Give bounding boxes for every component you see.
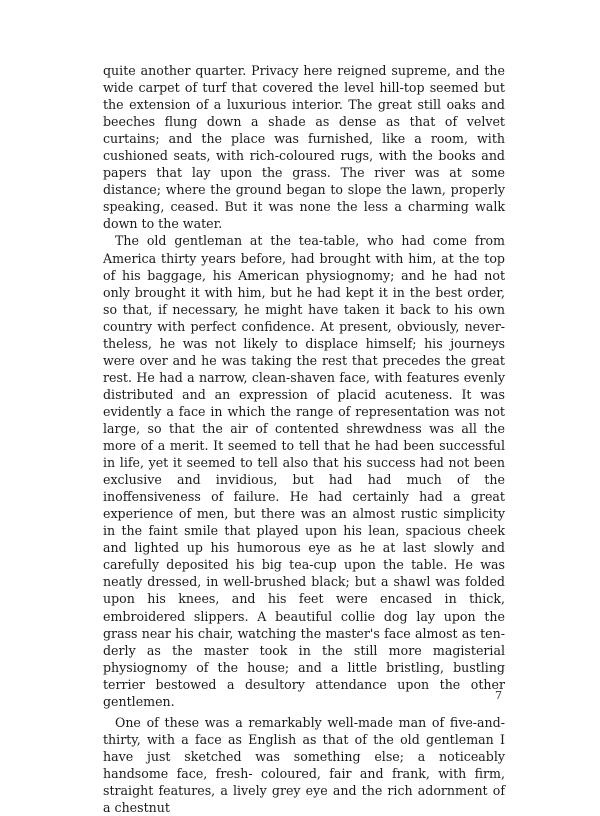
page-number: 7 bbox=[495, 689, 502, 702]
paragraph-2: The old gentleman at the tea-table, who had come from America thirty years before, had brought with him, at the top of his baggage, his American physiognomy; and he had not only brought it with him, but he had kept it in the best order, so that, if necessary, he might have taken it back to his own country with perfect confidence. At present, obviously, nevertheless, he was not likely to displace himself; his journeys were over and he was taking the rest that precedes the great rest. He had a narrow, clean-shaven face, with features evenly distributed and an expression of placid acuteness. It was evidently a face in which the range of representation was not large, so that the air of contented shrewdness was all the more of a merit. It seemed to tell that he had been successful in life, yet it seemed to tell also that his success had not been exclusive and invidious, but had had much of the inoffensiveness of failure. He had certainly had a great experience of men, but there was an almost rustic simplicity in the faint smile that played upon his lean, spacious cheek and lighted up his humorous eye as he at last slowly and carefully deposited his big tea-cup upon the table. He was neatly dressed, in well-brushed black; but a shawl was folded upon his knees, and his feet were encased in thick, embroidered slippers. A beautiful collie dog lay upon the grass near his chair, watching the master's face almost as tenderly as the master took in the still more magisterial physiognomy of the house; and a little bristling, bustling terrier bestowed a desultory attendance upon the other gentlemen. bbox=[103, 233, 505, 709]
body-text bbox=[103, 62, 505, 816]
paragraph-1: quite another quarter. Privacy here reigned supreme, and the wide carpet of turf that covered the level hill-top seemed but the extension of a luxurious interior. The great still oaks and beeches flung down a shade as dense as that of velvet curtains; and the place was furnished, like a room, with cushioned seats, with rich-coloured rugs, with the books and papers that lay upon the grass. The river was at some distance; where the ground began to slope the lawn, properly speaking, ceased. But it was none the less a charming walk down to the water. bbox=[103, 63, 505, 232]
paragraph-3: One of these was a remarkably well-made man of five-and-thirty, with a face as English as that of the old gentleman I have just sketched was something else; a noticeably handsome face, fresh- coloured, fair and frank, with firm, straight features, a lively grey eye and the rich adornment of a chestnut bbox=[103, 714, 505, 816]
